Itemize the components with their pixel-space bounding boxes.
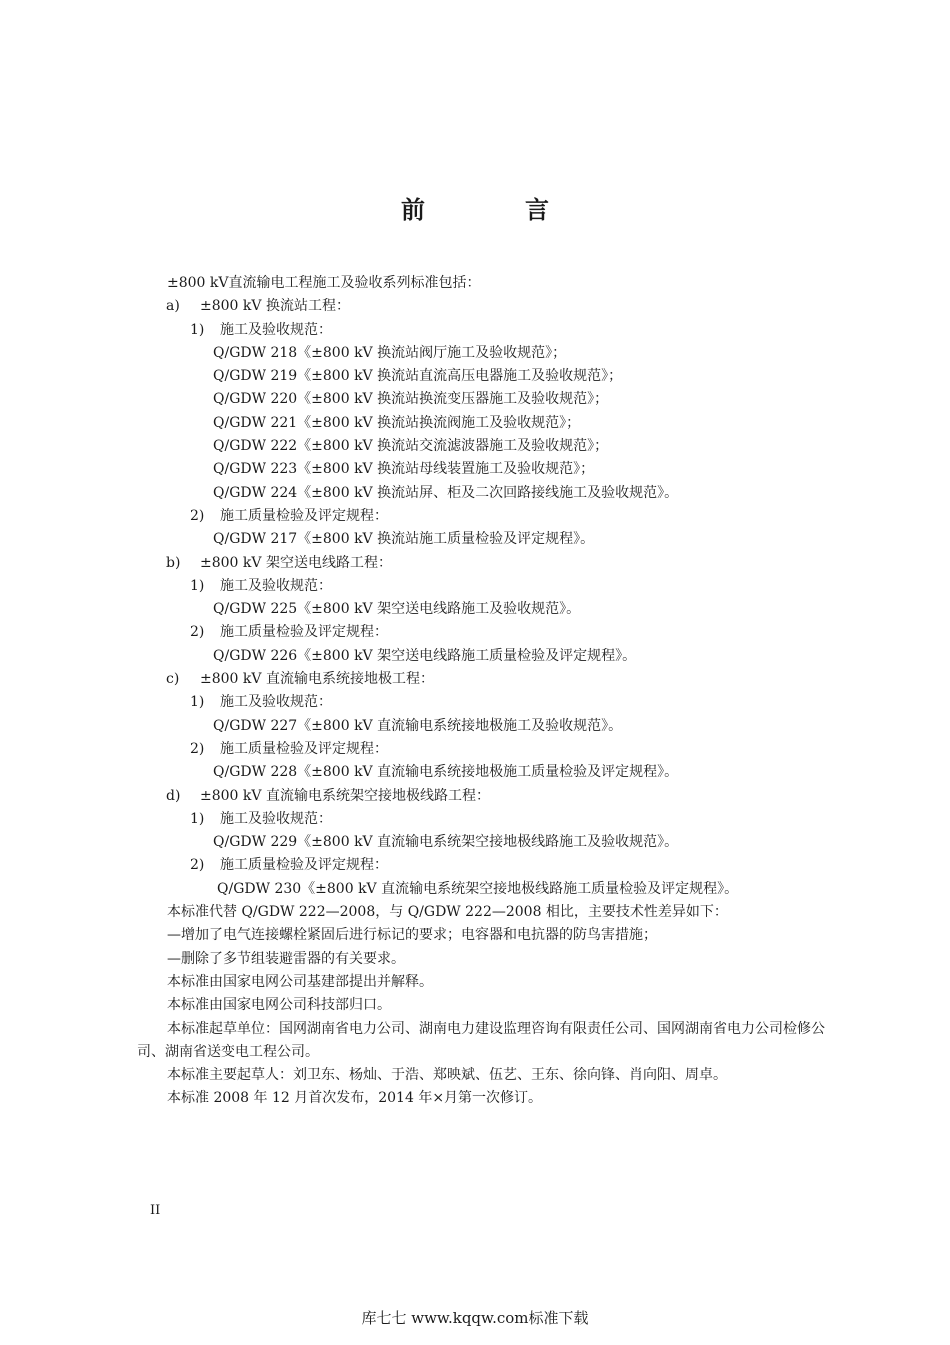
intro-text: ±800 kV直流输电工程施工及验收系列标准包括： (167, 275, 481, 291)
standard-item: Q/GDW 226《±800 kV 架空送电线路施工质量检验及评定规程》。 (213, 647, 637, 664)
subsection-heading (137, 691, 847, 714)
proposed-statement: 本标准由国家电网公司基建部提出并解释。 (167, 973, 433, 990)
managed-statement: 本标准由国家电网公司科技部归口。 (167, 997, 391, 1014)
list-marker: a) (166, 298, 180, 315)
standard-item: Q/GDW 230《±800 kV 直流输电系统架空接地极线路施工质量检验及评定规程》。 (217, 880, 739, 897)
drafters: 本标准主要起草人：刘卫东、杨灿、于浩、郑映斌、伍艺、王东、徐向锋、肖向阳、周卓。 (167, 1067, 727, 1084)
subsection-label: 施工质量检验及评定规程： (220, 740, 388, 757)
list-marker: d) (166, 787, 181, 804)
subsection-label: 施工及验收规范： (220, 577, 332, 594)
subsection-heading (137, 505, 847, 528)
standard-item: Q/GDW 225《±800 kV 架空送电线路施工及验收规范》。 (213, 601, 581, 618)
subsection-label: 施工及验收规范： (220, 810, 332, 827)
standard-item: Q/GDW 223《±800 kV 换流站母线装置施工及验收规范》； (213, 461, 595, 478)
list-marker: 1) (190, 321, 205, 338)
standard-item: Q/GDW 227《±800 kV 直流输电系统接地极施工及验收规范》。 (213, 717, 623, 734)
release-statement: 本标准 2008 年 12 月首次发布，2014 年×月第一次修订。 (167, 1090, 543, 1107)
section-d-heading (137, 785, 847, 808)
replace-statement: 本标准代替 Q/GDW 222—2008，与 Q/GDW 222—2008 相比，主要技术性差异如下： (167, 904, 728, 921)
subsection-heading (137, 575, 847, 598)
list-marker: 1) (190, 810, 205, 827)
standard-item: Q/GDW 222《±800 kV 换流站交流滤波器施工及验收规范》； (213, 438, 609, 455)
list-marker: c) (166, 671, 180, 688)
standard-item: Q/GDW 219《±800 kV 换流站直流高压电器施工及验收规范》； (213, 368, 623, 385)
standard-item: Q/GDW 228《±800 kV 直流输电系统接地极施工质量检验及评定规程》。 (213, 764, 679, 781)
list-marker: 2) (190, 857, 205, 874)
standard-item: Q/GDW 217《±800 kV 换流站施工质量检验及评定规程》。 (213, 531, 595, 548)
section-label: ±800 kV 直流输电系统架空接地极线路工程： (200, 787, 490, 804)
standard-item: Q/GDW 221《±800 kV 换流站换流阀施工及验收规范》； (213, 414, 581, 431)
subsection-label: 施工及验收规范： (220, 694, 332, 711)
list-marker: 2) (190, 740, 205, 757)
list-marker: b) (166, 554, 181, 571)
page-number: II (150, 1203, 161, 1218)
diff-item: —删除了多节组装避雷器的有关要求。 (167, 950, 405, 967)
subsection-label: 施工质量检验及评定规程： (220, 857, 388, 874)
page-title: 前 言 (401, 196, 587, 224)
section-c-heading (137, 668, 847, 691)
standard-item: Q/GDW 229《±800 kV 直流输电系统架空接地极线路施工及验收规范》。 (213, 834, 679, 851)
section-a-heading (137, 295, 847, 318)
subsection-heading (137, 808, 847, 831)
section-b-heading (137, 552, 847, 575)
drafting-units: 本标准起草单位：国网湖南省电力公司、湖南电力建设监理咨询有限责任公司、国网湖南省电力公司检修公司、湖南省送变电工程公司。 (137, 1020, 825, 1060)
subsection-heading (137, 738, 847, 761)
subsection-label: 施工质量检验及评定规程： (220, 624, 388, 641)
section-label: ±800 kV 换流站工程： (200, 298, 350, 315)
subsection-label: 施工及验收规范： (220, 321, 332, 338)
diff-item: —增加了电气连接螺栓紧固后进行标记的要求；电容器和电抗器的防鸟害措施； (167, 927, 657, 944)
standard-item: Q/GDW 218《±800 kV 换流站阀厅施工及验收规范》； (213, 344, 567, 361)
list-marker: 2) (190, 624, 205, 641)
list-marker: 1) (190, 577, 205, 594)
subsection-heading (137, 854, 847, 877)
section-label: ±800 kV 架空送电线路工程： (200, 554, 392, 571)
subsection-heading (137, 621, 847, 644)
list-marker: 1) (190, 694, 205, 711)
footer-watermark: 库七七 www.kqqw.com标准下载 (361, 1309, 589, 1327)
standard-item: Q/GDW 220《±800 kV 换流站换流变压器施工及验收规范》； (213, 391, 609, 408)
subsection-label: 施工质量检验及评定规程： (220, 507, 388, 524)
foreword-body (137, 272, 847, 1111)
list-marker: 2) (190, 507, 205, 524)
standard-item: Q/GDW 224《±800 kV 换流站屏、柜及二次回路接线施工及验收规范》。 (213, 484, 679, 501)
section-label: ±800 kV 直流输电系统接地极工程： (200, 671, 434, 688)
subsection-heading (137, 319, 847, 342)
